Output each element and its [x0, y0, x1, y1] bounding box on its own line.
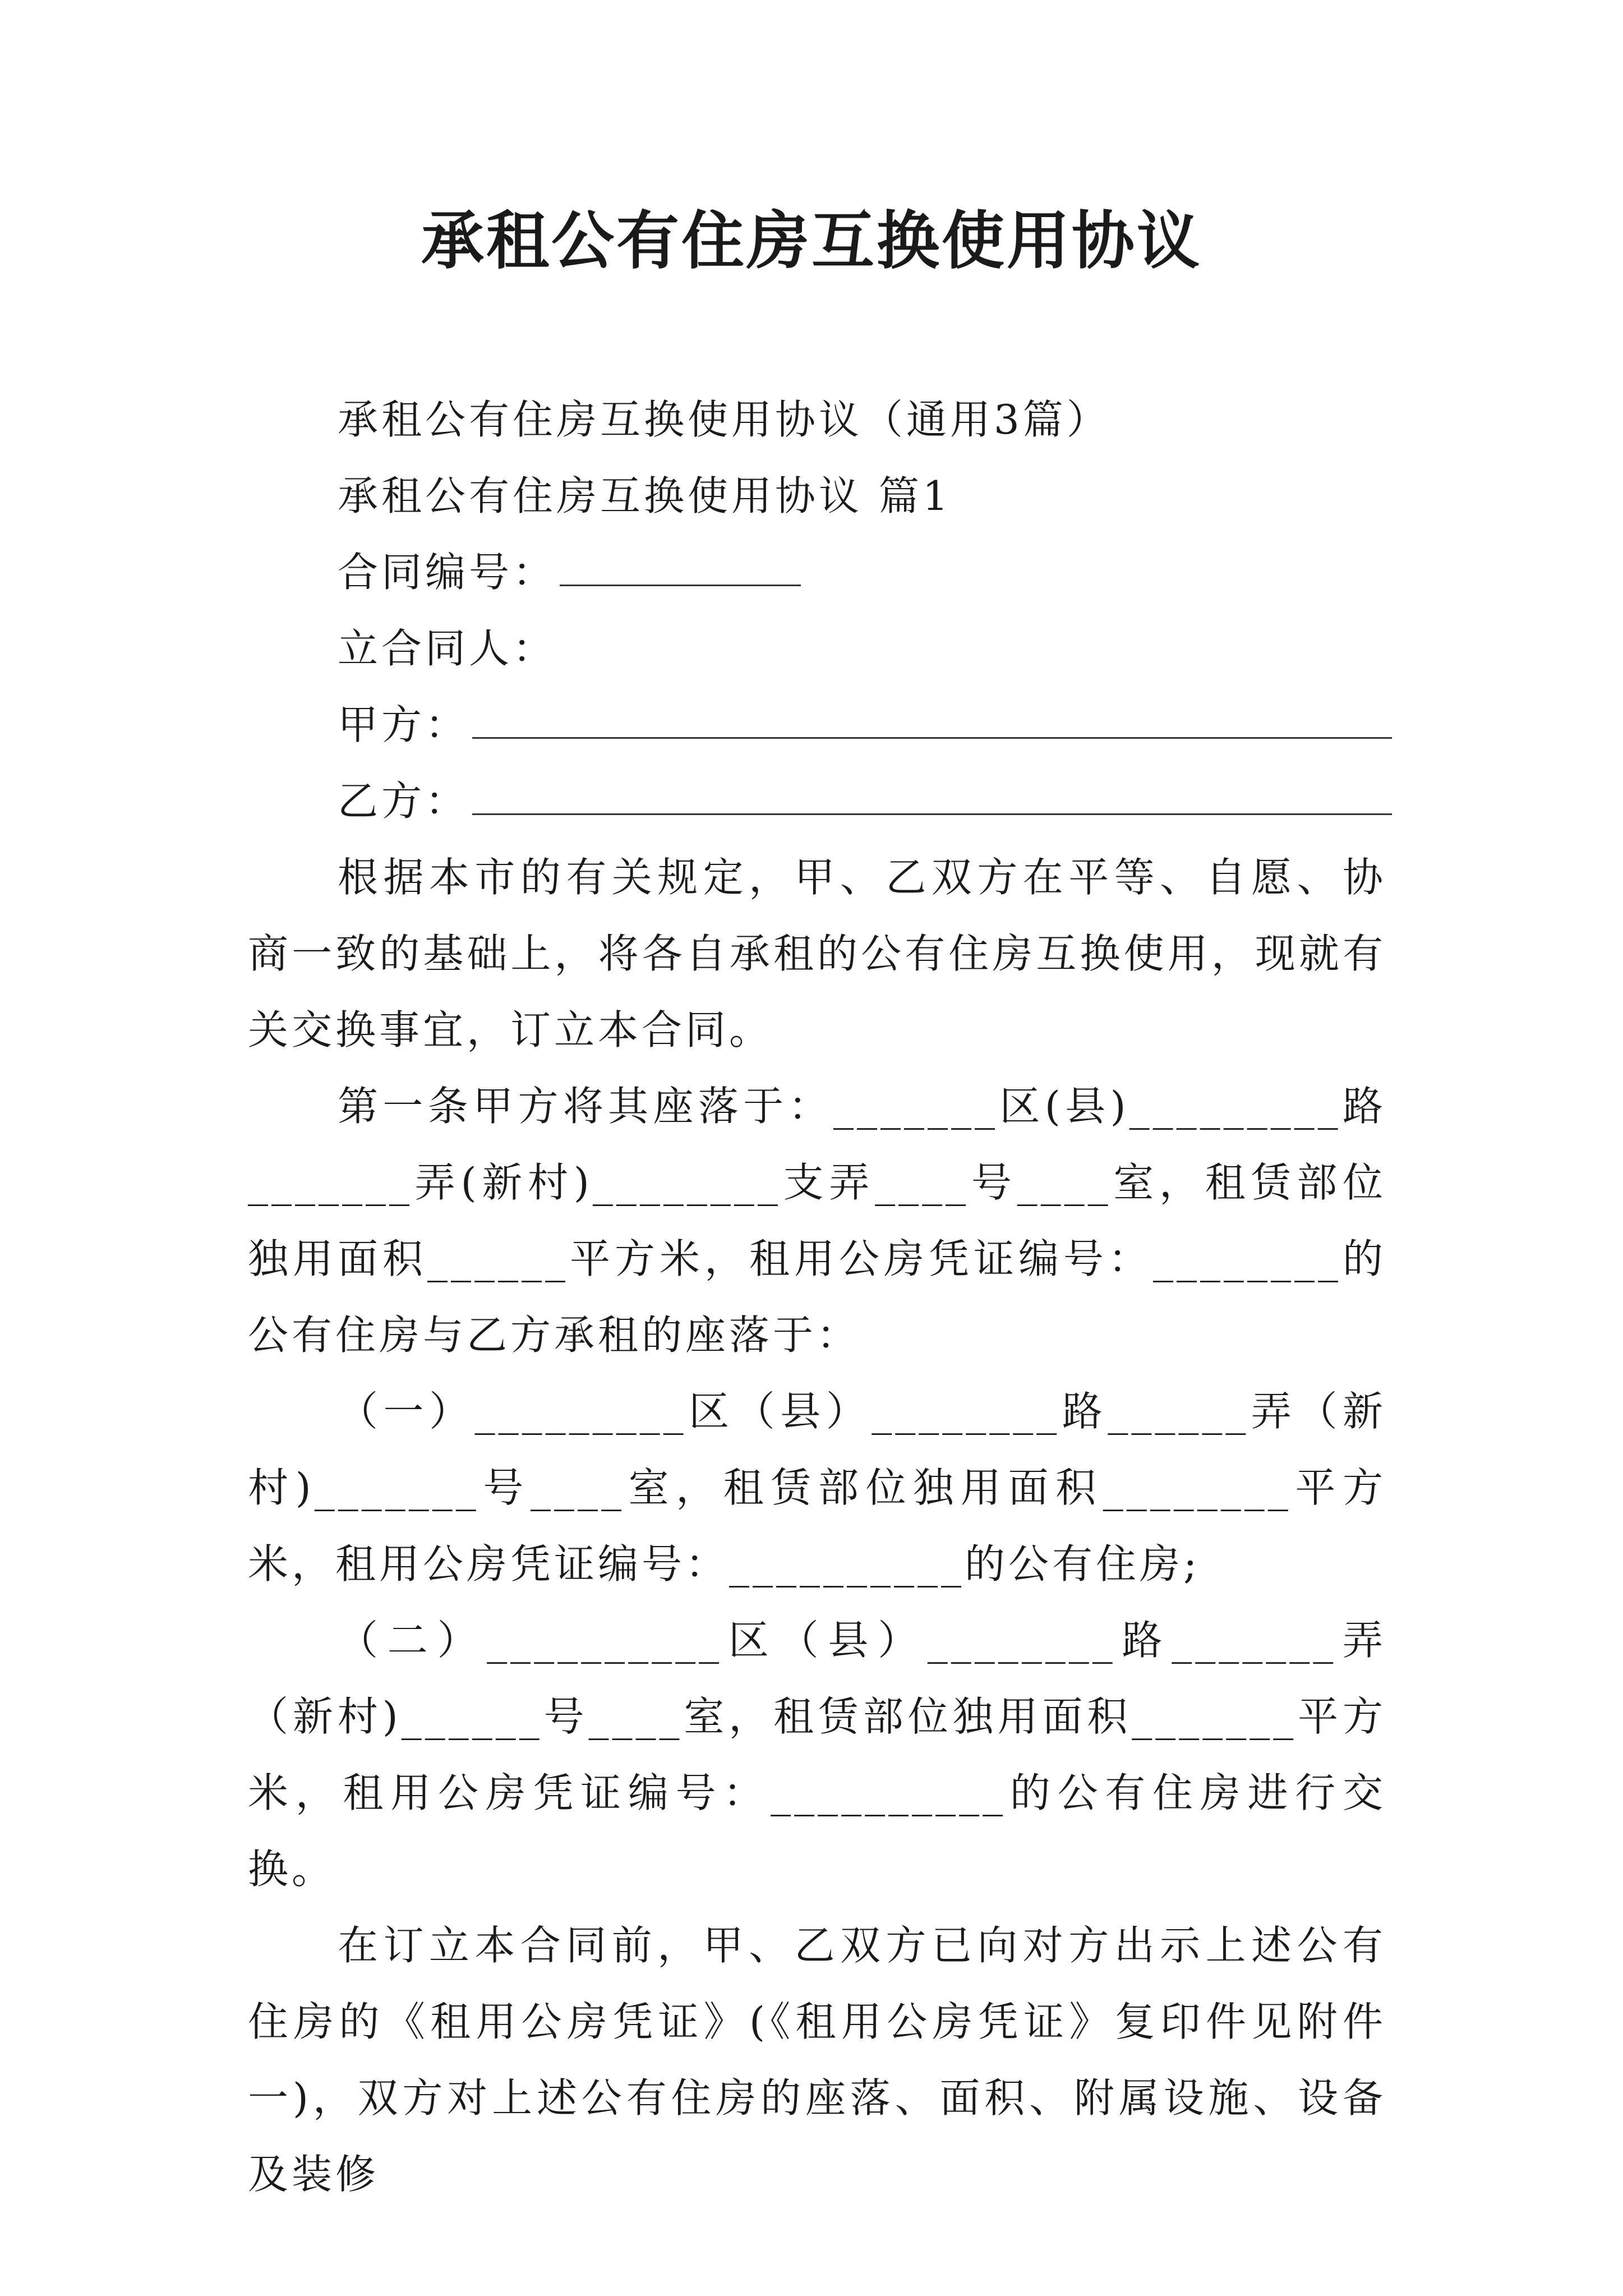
part-title: 承租公有住房互换使用协议 篇1	[338, 472, 952, 519]
contract-number-label: 合同编号：	[338, 549, 557, 596]
contract-number-field	[248, 534, 1386, 610]
paragraph-article-1: 第一条甲方将其座落于：_______区(县)_________路_______弄(新村)________支弄____号____室，租赁部位独用面积______平方米，租用公房凭证编号：________的公有住房与乙方承租的座落于：	[248, 1083, 1386, 1359]
document-title: 承租公有住房互换使用协议	[421, 204, 1202, 278]
paragraph-item-2: （二）__________区（县）________路_______弄（新村)______号____室，租赁部位独用面积_______平方米，租用公房凭证编号：__________的公有住房进行交换。	[248, 1617, 1386, 1893]
party-a-label: 甲方：	[338, 701, 469, 748]
party-a-field	[248, 687, 1386, 763]
party-a-blank	[472, 700, 1392, 739]
collection-title: 承租公有住房互换使用协议（通用3篇）	[338, 396, 1110, 443]
contract-number-blank	[560, 547, 801, 586]
paragraph-item-1: （一）_________区（县）________路______弄（新村)_______号____室，租赁部位独用面积________平方米，租用公房凭证编号：__________的公有住房;	[248, 1388, 1386, 1588]
document-body	[248, 381, 1386, 2212]
party-b-label: 乙方：	[338, 777, 469, 825]
signatories-label: 立合同人：	[338, 625, 557, 672]
paragraph-preamble: 根据本市的有关规定，甲、乙双方在平等、自愿、协商一致的基础上，将各自承租的公有住房互换使用，现就有关交换事宜，订立本合同。	[248, 854, 1386, 1053]
party-b-blank	[472, 776, 1392, 815]
party-b-field	[248, 763, 1386, 839]
paragraph-disclosure: 在订立本合同前，甲、乙双方已向对方出示上述公有住房的《租用公房凭证》(《租用公房凭证》复印件见附件一)，双方对上述公有住房的座落、面积、附属设施、设备及装修	[248, 1922, 1386, 2198]
